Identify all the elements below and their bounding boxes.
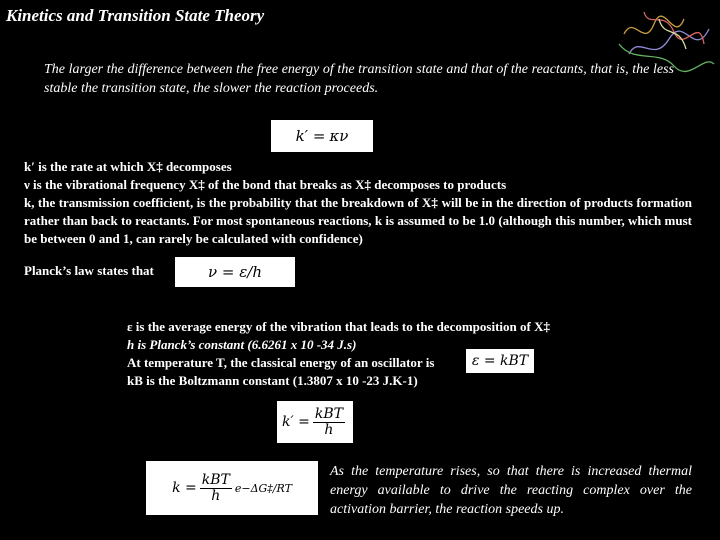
def-kappa: k, the transmission coefficient, is the probability that the breakdown of X‡ will be in the direction of products formation rather than back to reactants. For most spontaneous reactions, k is assumed to be 1.0 (although this number, which must be between 0 and 1, can rarely be calculated with confidence) [24,195,692,246]
eq5-fraction [200,473,232,504]
planck-label: Planck’s law states that [24,263,154,278]
equation-kprime [277,401,353,443]
eq4-fraction [313,407,345,438]
h-line: h is Planck’s constant (6.6261 x 10 -34 J.s) [127,337,357,352]
def-nu: ν is the vibrational frequency X‡ of the bond that breaks as X‡ decomposes to products [24,177,507,192]
equation-planck: ν = ε/h [175,257,295,287]
eq4-lhs: k′ = [282,414,310,430]
epsilon-line: ε is the average energy of the vibration that leads to the decomposition of X‡ [127,319,550,334]
eq1-lhs: k′ = [295,127,326,145]
eq5-numerator: kBT [201,471,230,488]
temp-line: At temperature T, the classical energy of an oscillator is [127,355,435,370]
definitions-block [24,158,692,248]
eq4-denominator: h [324,421,334,438]
equation-oscillator-energy: ε = kBT [466,349,534,373]
intro-paragraph: The larger the difference between the free energy of the transition state and that of the reactants, that is, the less stable the transition state, the slower the reaction proceeds. [44,62,674,96]
outro-paragraph: As the temperature rises, so that there is increased thermal energy available to drive the reacting complex over the activation barrier, the reaction speeds up. [330,464,692,517]
eq5-denominator: h [211,487,221,504]
eq5-exponential: e−ΔG‡/RT [234,481,292,495]
eq5-lhs: k = [172,480,197,496]
slide-title: Kinetics and Transition State Theory [6,6,265,25]
equation-rate-constant [271,120,373,152]
eq4-numerator: kBT [314,405,343,422]
eq1-rhs: κν [329,127,349,145]
def-kprime: k′ is the rate at which X‡ decomposes [24,159,232,174]
kb-line: kB is the Boltzmann constant (1.3807 x 10 -23 J.K-1) [127,373,418,388]
equation-eyring [146,461,318,515]
